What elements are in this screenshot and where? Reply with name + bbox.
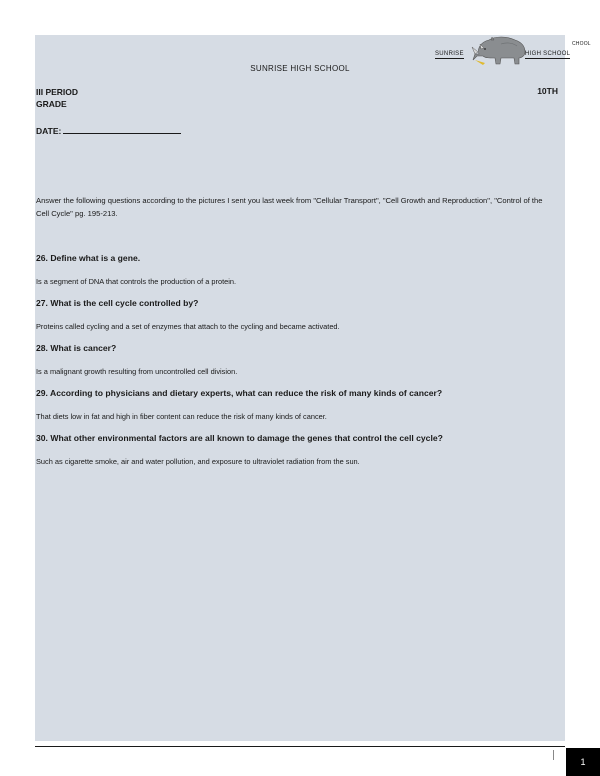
instructions: Answer the following questions according to the pictures I sent you last week from "Cellular Transport", "Cell Growth and Reproduction", "Control of the Cell Cycle" pg. 195-213. [36,196,543,218]
footer-rule [35,746,565,747]
school-title: SUNRISE HIGH SCHOOL [250,64,350,73]
answer-block [36,277,564,286]
question-text: 27. What is the cell cycle controlled by? [36,298,199,308]
answer-text: That diets low in fat and high in fiber content can reduce the risk of many kinds of cancer. [36,412,327,421]
rhino-icon [471,30,531,68]
question-block [36,253,564,263]
footer-tick [553,750,554,760]
logo-text-far: CHOOL [572,41,591,47]
logo-text-right: HIGH SCHOOL [525,51,571,57]
date-label: DATE: [36,126,62,136]
question-text: 28. What is cancer? [36,343,117,353]
logo-text-left: SUNRISE [435,51,464,57]
answer-text: Is a segment of DNA that controls the production of a protein. [36,277,237,286]
grade-label: GRADE [36,99,67,109]
answer-block [36,412,564,421]
answer-text: Proteins called cycling and a set of enzymes that attach to the cycling and became activated. [36,322,340,331]
question-block [36,298,564,308]
question-text: 29. According to physicians and dietary experts, what can reduce the risk of many kinds of cancer? [36,388,443,398]
answer-block [36,367,564,376]
question-block [36,433,564,443]
question-text: 26. Define what is a gene. [36,253,141,263]
question-block [36,388,564,398]
question-block [36,343,564,353]
answer-text: Is a malignant growth resulting from uncontrolled cell division. [36,367,238,376]
grade-value: 10TH [537,86,558,96]
period-label [36,86,78,110]
question-text: 30. What other environmental factors are all known to damage the genes that control the cell cycle? [36,433,443,443]
page-number: 1 [566,748,600,776]
date-field [36,125,181,136]
period-text: III PERIOD [36,87,79,97]
date-blank-line [63,125,181,134]
answer-block [36,322,564,331]
answer-block [36,457,564,466]
answer-text: Such as cigarette smoke, air and water pollution, and exposure to ultraviolet radiation from the sun. [36,457,360,466]
